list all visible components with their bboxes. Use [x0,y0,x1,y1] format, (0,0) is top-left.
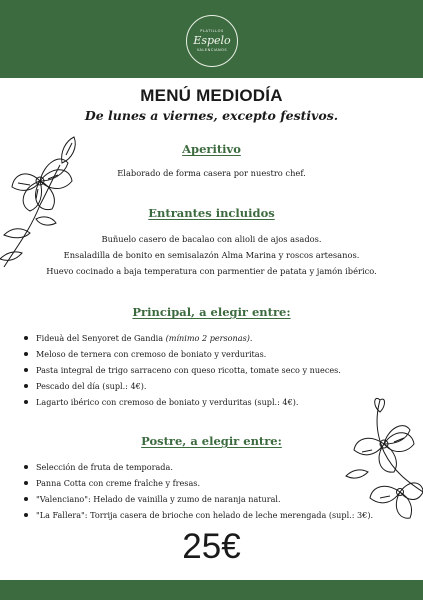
heading-entrantes: Entrantes incluidos [148,206,275,220]
principal-item: Pasta integral de trigo sarraceno con queso ricotta, tomate seco y nueces. [22,362,341,378]
heading-aperitivo: Aperitivo [182,142,241,156]
principal-item: Pescado del día (supl.: 4€). [22,378,341,394]
postre-item: Panna Cotta con creme fraîche y fresas. [22,475,373,491]
entrantes-list [0,231,423,279]
aperitivo-text: Elaborado de forma casera por nuestro chef. [117,168,306,178]
postre-list [22,459,373,523]
menu-title: MENÚ MEDIODÍA [140,86,283,105]
logo-main-text: Espelo [193,34,231,48]
postre-item: "Valenciano": Helado de vainilla y zumo de naranja natural. [22,491,373,507]
postre-item: "La Fallera": Torrija casera de brioche con helado de leche merengada (supl.: 3€). [22,507,373,523]
entrante-item: Buñuelo casero de bacalao con alioli de ajos asados. [101,234,322,244]
menu-price: 25€ [182,527,241,566]
principal-item-note: (mínimo 2 personas) [165,333,250,343]
heading-postre: Postre, a elegir entre: [141,434,282,448]
logo-top-text: PLATILLOS [200,28,224,33]
postre-item: Selección de fruta de temporada. [22,459,373,475]
entrante-item: Huevo cocinado a baja temperatura con parmentier de patata y jamón ibérico. [46,266,377,276]
menu-subtitle: De lunes a viernes, excepto festivos. [84,108,339,123]
heading-principal: Principal, a elegir entre: [132,305,291,319]
principal-item: Meloso de ternera con cremoso de boniato y verduritas. [22,346,341,362]
footer-band [0,580,423,600]
principal-list [22,330,341,410]
logo-bottom-text: VALENCIANOS [196,47,228,52]
principal-item: Lagarto ibérico con cremoso de boniato y verduritas (supl.: 4€). [22,394,341,410]
restaurant-logo [186,15,238,67]
entrante-item: Ensaladilla de bonito en semisalazón Alma Marina y roscos artesanos. [63,250,360,260]
principal-item: Fideuà del Senyoret de Gandia (mínimo 2 personas). [22,330,341,346]
